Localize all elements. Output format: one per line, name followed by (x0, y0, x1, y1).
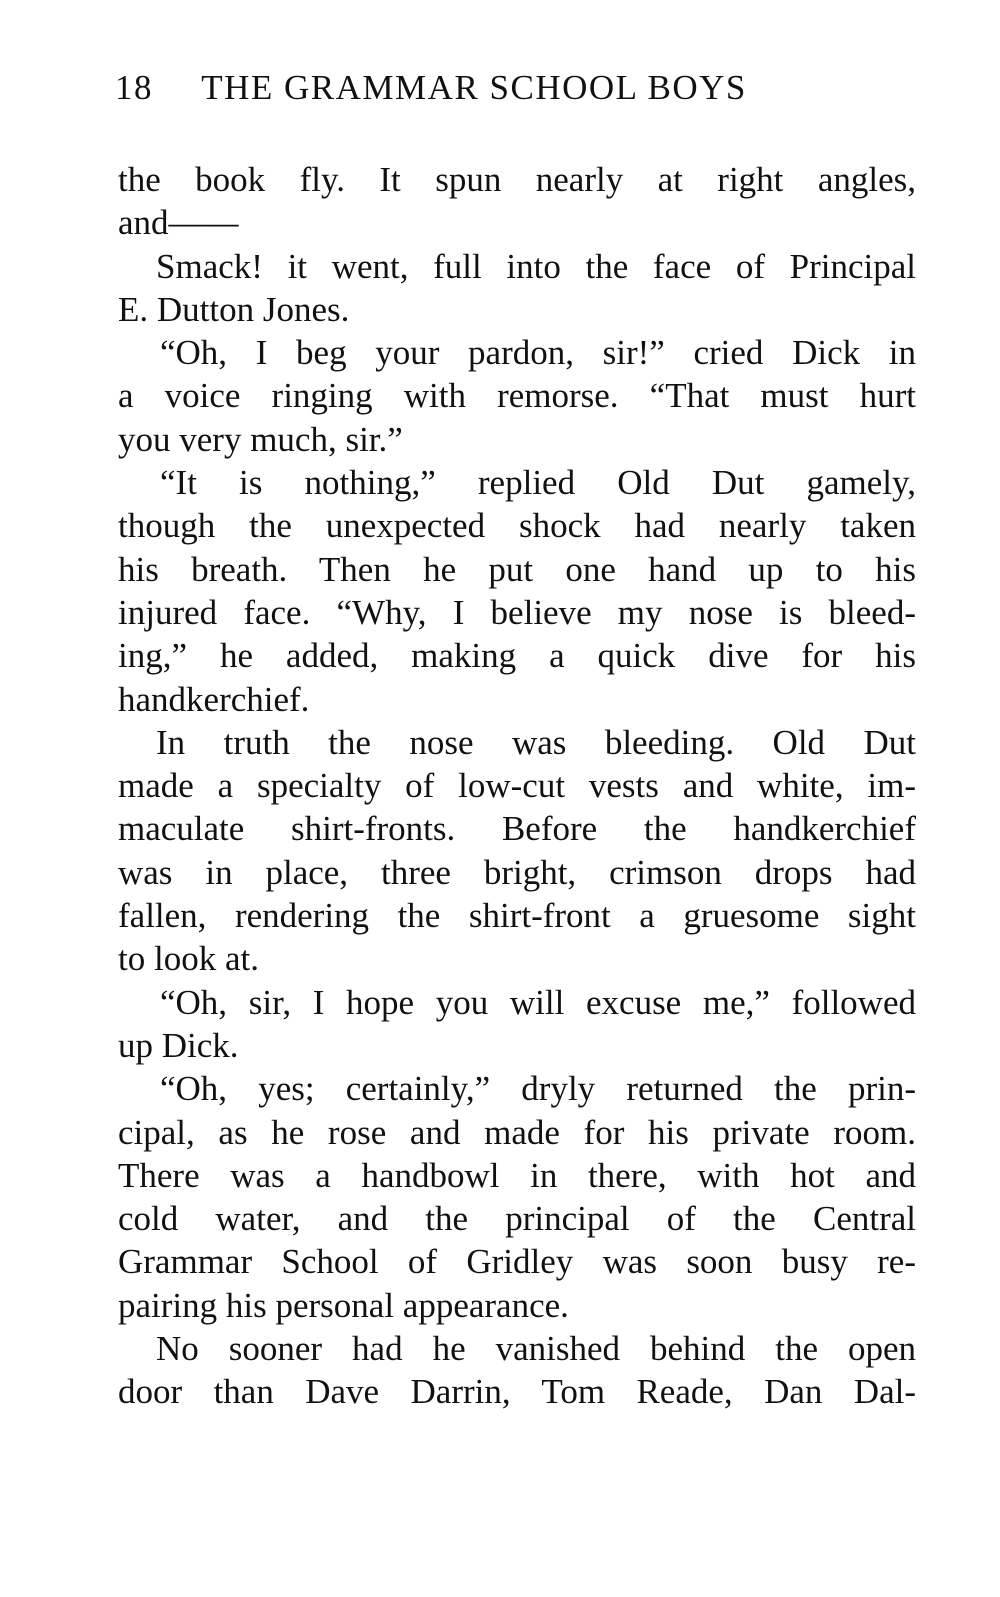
text-line: There was a handbowl in there, with hot and (118, 1155, 916, 1195)
text-line: injured face. “Why, I believe my nose is bleed- (118, 592, 916, 632)
text-line: up Dick. (118, 1025, 239, 1065)
body-text (118, 158, 916, 1414)
text-line: and—— (118, 203, 239, 243)
text-line: fallen, rendering the shirt-front a gruesome sight (118, 896, 916, 936)
text-line: cipal, as he rose and made for his private room. (118, 1112, 916, 1152)
page-number: 18 (115, 68, 153, 107)
text-line: was in place, three bright, crimson drops had (118, 852, 916, 892)
text-line: a voice ringing with remorse. “That must hurt (118, 376, 916, 416)
text-line: the book fly. It spun nearly at right angles, (118, 160, 916, 199)
text-line: handkerchief. (118, 679, 310, 719)
page-header (115, 68, 915, 118)
text-line: to look at. (118, 939, 259, 979)
text-line: E. Dutton Jones. (118, 289, 350, 329)
text-line: pairing his personal appearance. (118, 1285, 569, 1325)
text-line: “It is nothing,” replied Old Dut gamely, (160, 463, 916, 503)
text-line: ing,” he added, making a quick dive for his (118, 636, 916, 676)
running-head: THE GRAMMAR SCHOOL BOYS (201, 68, 747, 107)
text-line: his breath. Then he put one hand up to his (118, 549, 916, 589)
text-line: Smack! it went, full into the face of Principal (156, 246, 916, 286)
text-line: “Oh, I beg your pardon, sir!” cried Dick in (160, 333, 916, 373)
text-line: cold water, and the principal of the Central (118, 1199, 916, 1239)
text-line: door than Dave Darrin, Tom Reade, Dan Dal- (118, 1372, 916, 1412)
text-line: In truth the nose was bleeding. Old Dut (156, 722, 916, 762)
text-line: Grammar School of Gridley was soon busy re- (118, 1242, 916, 1282)
text-line: you very much, sir.” (118, 419, 403, 459)
text-line: made a specialty of low-cut vests and white, im- (118, 766, 916, 806)
text-line: “Oh, sir, I hope you will excuse me,” followed (160, 982, 916, 1022)
text-line: maculate shirt-fronts. Before the handkerchief (118, 809, 916, 849)
text-line: though the unexpected shock had nearly taken (118, 506, 916, 546)
text-line: No sooner had he vanished behind the open (156, 1329, 916, 1369)
text-line: “Oh, yes; certainly,” dryly returned the prin- (160, 1069, 916, 1109)
